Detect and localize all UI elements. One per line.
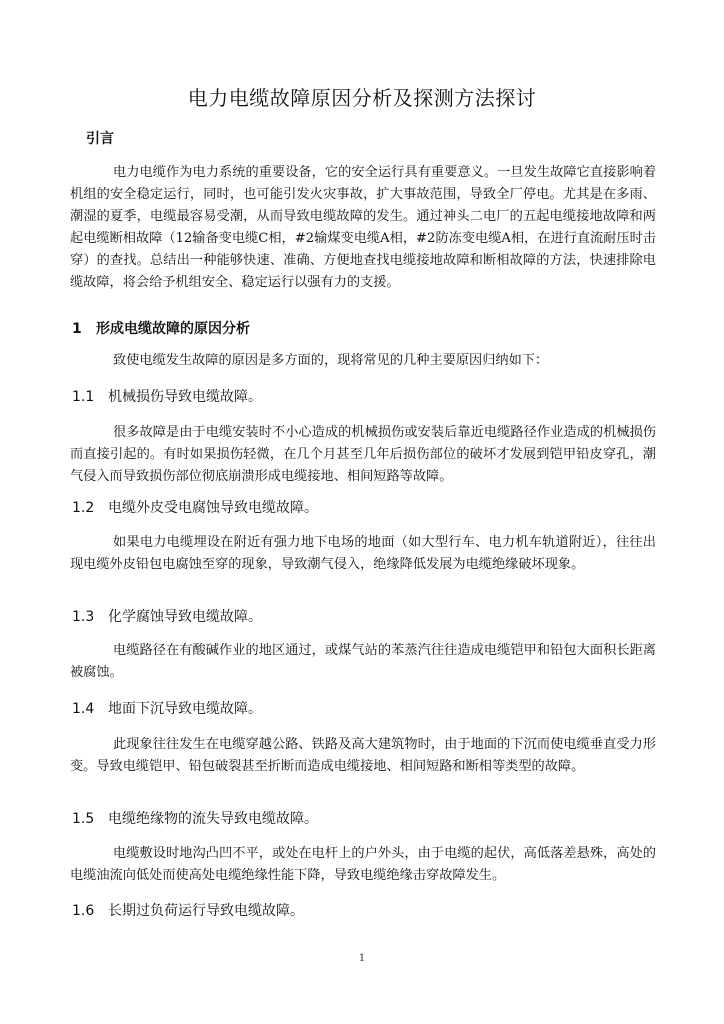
subsection-1-2-paragraph: 如果电力电缆埋设在附近有强力地下电场的地面（如大型行车、电力机车轨道附近），往往出现电缆外皮铅包电腐蚀至穿的现象，导致潮气侵入，绝缘降低发展为电缆绝缘破坏现象。 (70, 535, 656, 572)
section-1-heading (72, 318, 250, 338)
intro-heading: 引言 (86, 131, 114, 147)
subsection-1-2-heading (72, 497, 318, 517)
subsection-number: 1.6 (72, 903, 95, 919)
subsection-number: 1.2 (72, 500, 95, 516)
subsection-1-6-heading (72, 900, 304, 920)
subsection-1-1-paragraph: 很多故障是由于电缆安装时不小心造成的机械损伤或安装后靠近电缆路径作业造成的机械损伤而直接引起的。有时如果损伤轻微，在几个月甚至几年后损伤部位的破坏才发展到铠甲铅皮穿孔，潮气侵入而导致损伤部位彻底崩溃形成电缆接地、相间短路等故障。 (70, 425, 656, 484)
subsection-1-3-paragraph: 电缆路径在有酸碱作业的地区通过，或煤气站的苯蒸汽往往造成电缆铠甲和铅包大面积长距离被腐蚀。 (70, 643, 656, 680)
subsection-number: 1.3 (72, 609, 95, 625)
subsection-number: 1.4 (72, 701, 95, 717)
page-number: 1 (358, 953, 366, 964)
subsection-1-5-paragraph: 电缆敷设时地沟凸凹不平，或处在电杆上的户外头，由于电缆的起伏，高低落差悬殊，高处的电缆油流向低处而使高处电缆绝缘性能下降，导致电缆绝缘击穿故障发生。 (70, 846, 656, 883)
subsection-title: 化学腐蚀导致电缆故障。 (108, 609, 262, 625)
subsection-1-3-heading (72, 606, 262, 626)
subsection-number: 1.1 (72, 389, 95, 405)
subsection-title: 机械损伤导致电缆故障。 (108, 389, 262, 405)
subsection-number: 1.5 (72, 811, 95, 827)
subsection-1-4-heading (72, 698, 262, 718)
subsection-title: 长期过负荷运行导致电缆故障。 (108, 903, 304, 919)
subsection-1-5-heading (72, 808, 318, 828)
subsection-1-4-paragraph: 此现象往往发生在电缆穿越公路、铁路及高大建筑物时，由于地面的下沉而使电缆垂直受力形变。导致电缆铠甲、铅包破裂甚至折断而造成电缆接地、相间短路和断相等类型的故障。 (70, 737, 656, 774)
subsection-title: 地面下沉导致电缆故障。 (108, 701, 262, 717)
document-title: 电力电缆故障原因分析及探测方法探讨 (187, 86, 537, 110)
section-1-intro: 致使电缆发生故障的原因是多方面的，现将常见的几种主要原因归纳如下： (113, 353, 549, 368)
intro-paragraph: 电力电缆作为电力系统的重要设备，它的安全运行具有重要意义。一旦发生故障它直接影响着机组的安全稳定运行，同时，也可能引发火灾事故，扩大事故范围，导致全厂停电。尤其是在多雨、潮湿的夏季，电缆最容易受潮，从而导致电缆故障的发生。通过神头二电厂的五起电缆接地故障和两起电缆断相故障（12输备变电缆C相，#2输煤变电缆A相，#2防冻变电缆A相，在进行直流耐压时击穿）的查找。总结出一种能够快速、准确、方便地查找电缆接地故障和断相故障的方法，快速排除电缆故障，将会给予机组安全、稳定运行以强有力的支援。 (70, 165, 656, 290)
subsection-1-1-heading (72, 386, 262, 406)
section-number: 1 (72, 321, 82, 337)
subsection-title: 电缆外皮受电腐蚀导致电缆故障。 (108, 500, 318, 516)
section-title: 形成电缆故障的原因分析 (96, 321, 250, 337)
subsection-title: 电缆绝缘物的流失导致电缆故障。 (108, 811, 318, 827)
